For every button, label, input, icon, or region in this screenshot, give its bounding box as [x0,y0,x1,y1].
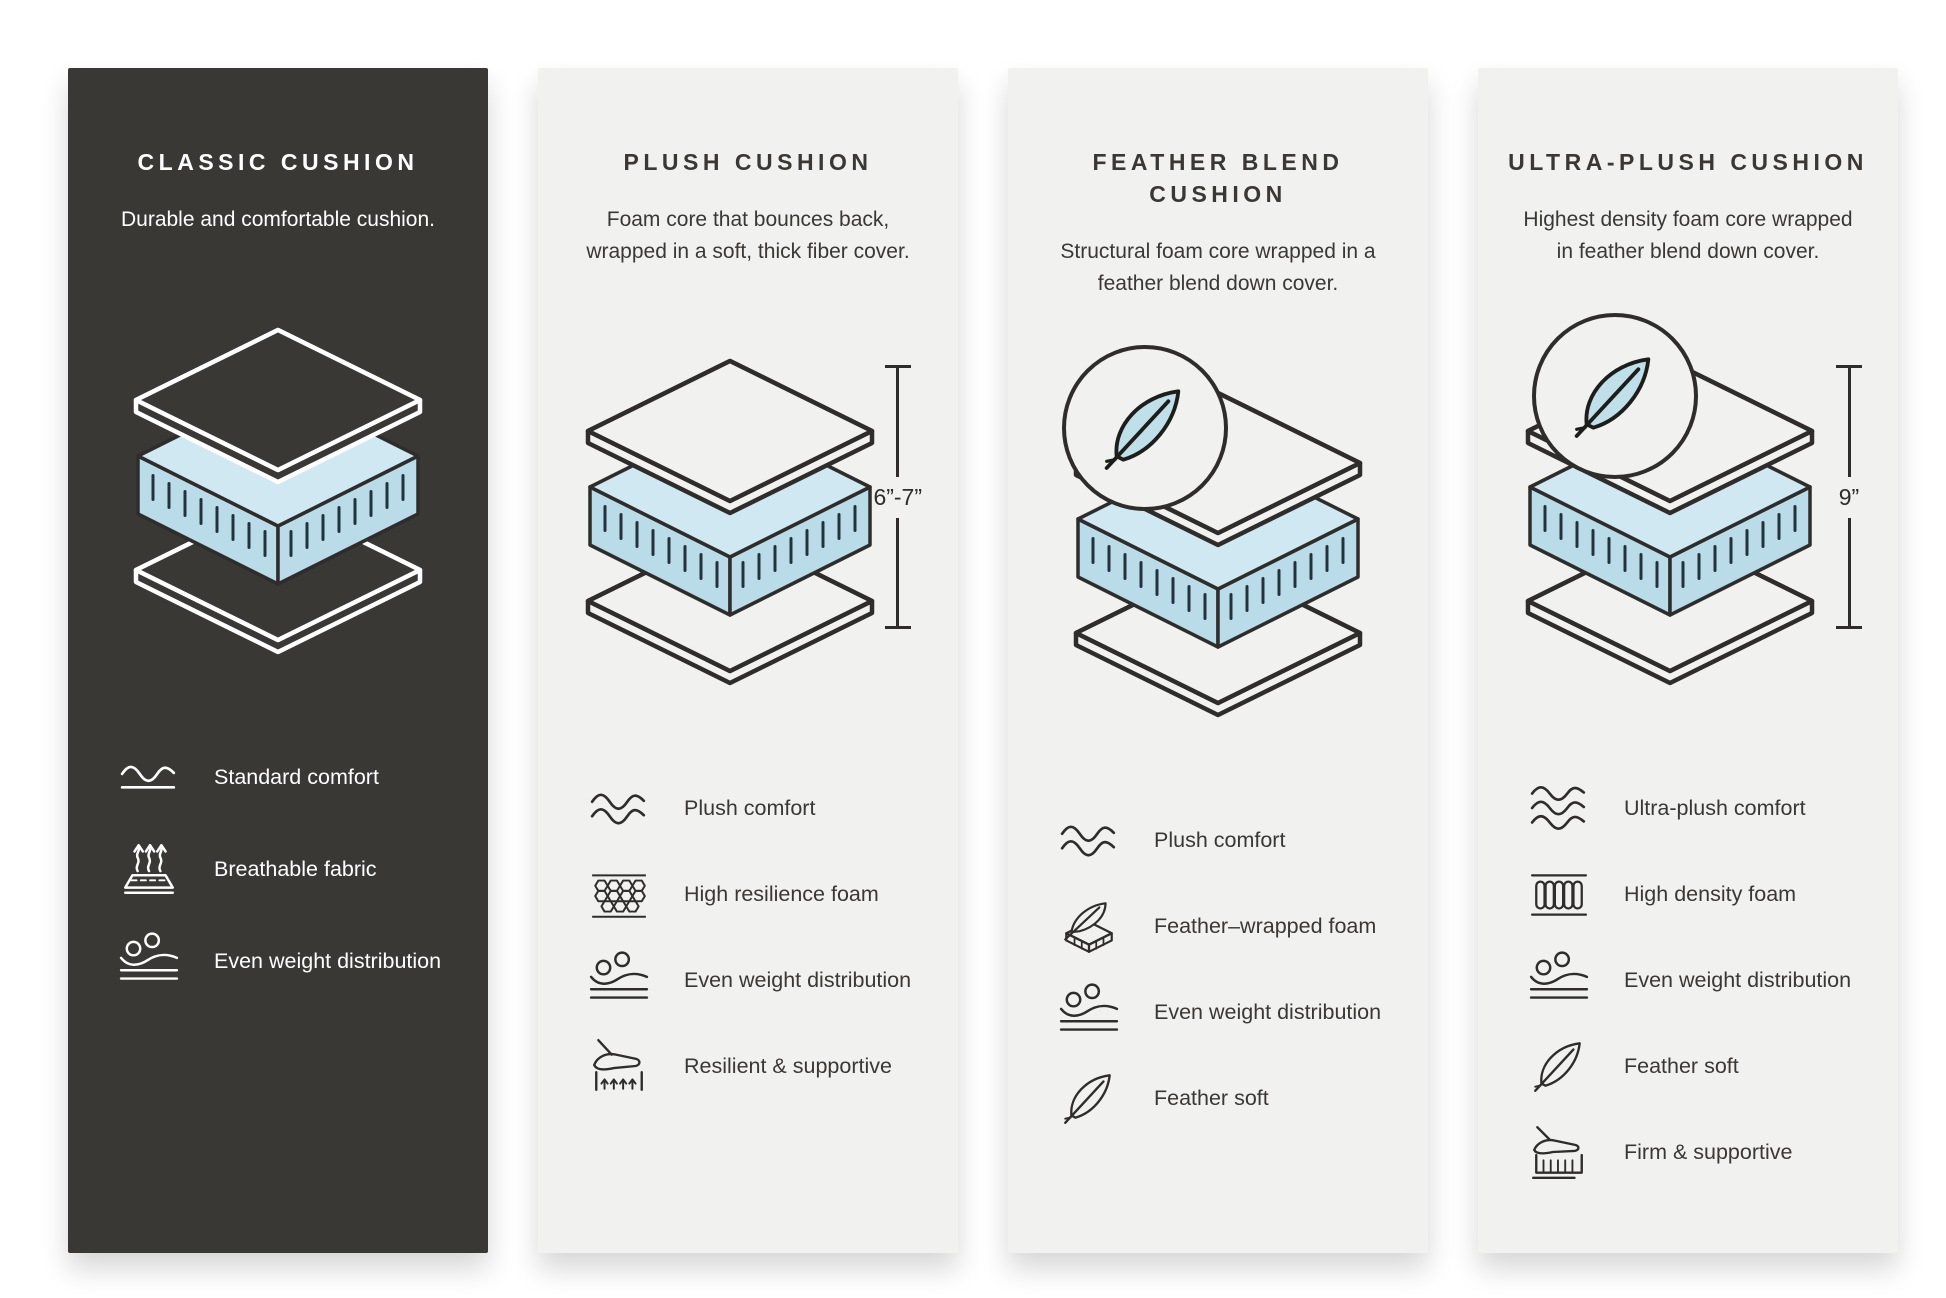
feather-wrapped-foam-icon [1058,895,1120,957]
resilient-support-icon [588,1035,650,1097]
feature-label: High resilience foam [684,882,879,906]
height-dimension-marker [1836,365,1862,629]
panel-description: Durable and comfortable cushion. [120,208,435,232]
honeycomb-foam-icon [588,863,650,925]
comfort-wave-icon [588,777,650,839]
feature-row [118,746,452,808]
feather-badge [1062,345,1228,511]
feature-label: Even weight distribution [214,948,442,973]
feature-row [118,838,452,900]
feature-row [1058,1067,1392,1129]
feature-row [1528,1035,1862,1097]
feature-row [1058,981,1392,1043]
feature-row [588,949,922,1011]
dimension-line [1848,518,1851,627]
layered-cushion-illustration [127,326,429,662]
even-weight-icon [1528,949,1590,1011]
feature-label: Ultra-plush comfort [1624,796,1806,820]
feature-row [1528,1121,1862,1183]
feature-label: Even weight distribution [684,968,912,992]
feature-row [1528,777,1862,839]
panel-title: ULTRA-PLUSH CUSHION [1508,149,1868,175]
feature-label: Even weight distribution [1624,968,1852,992]
cushion-layers-diagram [104,298,452,708]
cushion-layers-diagram [574,329,922,739]
feather-icon [1058,1067,1120,1129]
firm-support-icon [1528,1121,1590,1183]
feature-row [588,1035,922,1097]
feature-row [588,863,922,925]
dimension-value: 9” [1838,483,1860,510]
cushion-layers-diagram [1044,361,1392,771]
feature-list [104,746,452,992]
feature-label: Resilient & supportive [684,1054,892,1078]
layered-cushion-illustration [579,357,881,693]
feature-label: Firm & supportive [1624,1140,1793,1164]
feature-row [588,777,922,839]
dimension-cap [1836,626,1862,629]
feature-label: Plush comfort [1154,828,1286,853]
feature-label: Even weight distribution [1154,1000,1382,1025]
panel-description: Highest density foam core wrapped in feather blend down cover. [1523,208,1853,263]
panel-title: PLUSH CUSHION [623,149,873,175]
feature-label: Standard comfort [214,764,379,789]
cushion-layers-diagram [1514,329,1862,739]
feature-row [1058,809,1392,871]
feather-icon [1565,346,1665,446]
feather-icon [1095,378,1195,478]
feature-label: High density foam [1624,882,1797,906]
dimension-value: 6”-7” [873,483,922,510]
even-weight-icon [1058,981,1120,1043]
even-weight-icon [588,949,650,1011]
panel-title: CLASSIC CUSHION [137,149,419,175]
comfort-wave-icon [118,746,180,808]
dimension-line [896,368,899,477]
high-density-foam-icon [1528,863,1590,925]
dimension-line [896,518,899,627]
dimension-line [1848,368,1851,477]
panel-feather-blend-cushion [1008,68,1428,1253]
feature-label: Plush comfort [684,796,816,820]
feature-row [1058,895,1392,957]
feature-row [1528,863,1862,925]
panel-plush-cushion [538,68,958,1253]
panel-ultra-plush-cushion [1478,68,1898,1253]
feather-icon [1528,1035,1590,1097]
panel-title: FEATHER BLEND CUSHION [1092,149,1344,208]
panel-classic-cushion [68,68,488,1253]
feature-label: Feather soft [1624,1054,1739,1078]
feature-row [118,930,452,992]
feature-list [1514,777,1862,1183]
panel-description: Foam core that bounces back, wrapped in a soft, thick fiber cover. [586,208,910,263]
triple-wave-icon [1528,777,1590,839]
feather-badge [1532,313,1698,479]
breathable-fabric-icon [118,838,180,900]
feature-label: Breathable fabric [214,856,377,881]
feature-row [1528,949,1862,1011]
even-weight-icon [118,930,180,992]
height-dimension-marker [873,365,922,629]
comfort-wave-icon [1058,809,1120,871]
feature-label: Feather–wrapped foam [1154,914,1377,939]
panel-description: Structural foam core wrapped in a feather blend down cover. [1060,240,1376,295]
feature-list [1044,809,1392,1129]
feature-label: Feather soft [1154,1086,1269,1111]
dimension-cap [885,626,911,629]
feature-list [574,777,922,1097]
